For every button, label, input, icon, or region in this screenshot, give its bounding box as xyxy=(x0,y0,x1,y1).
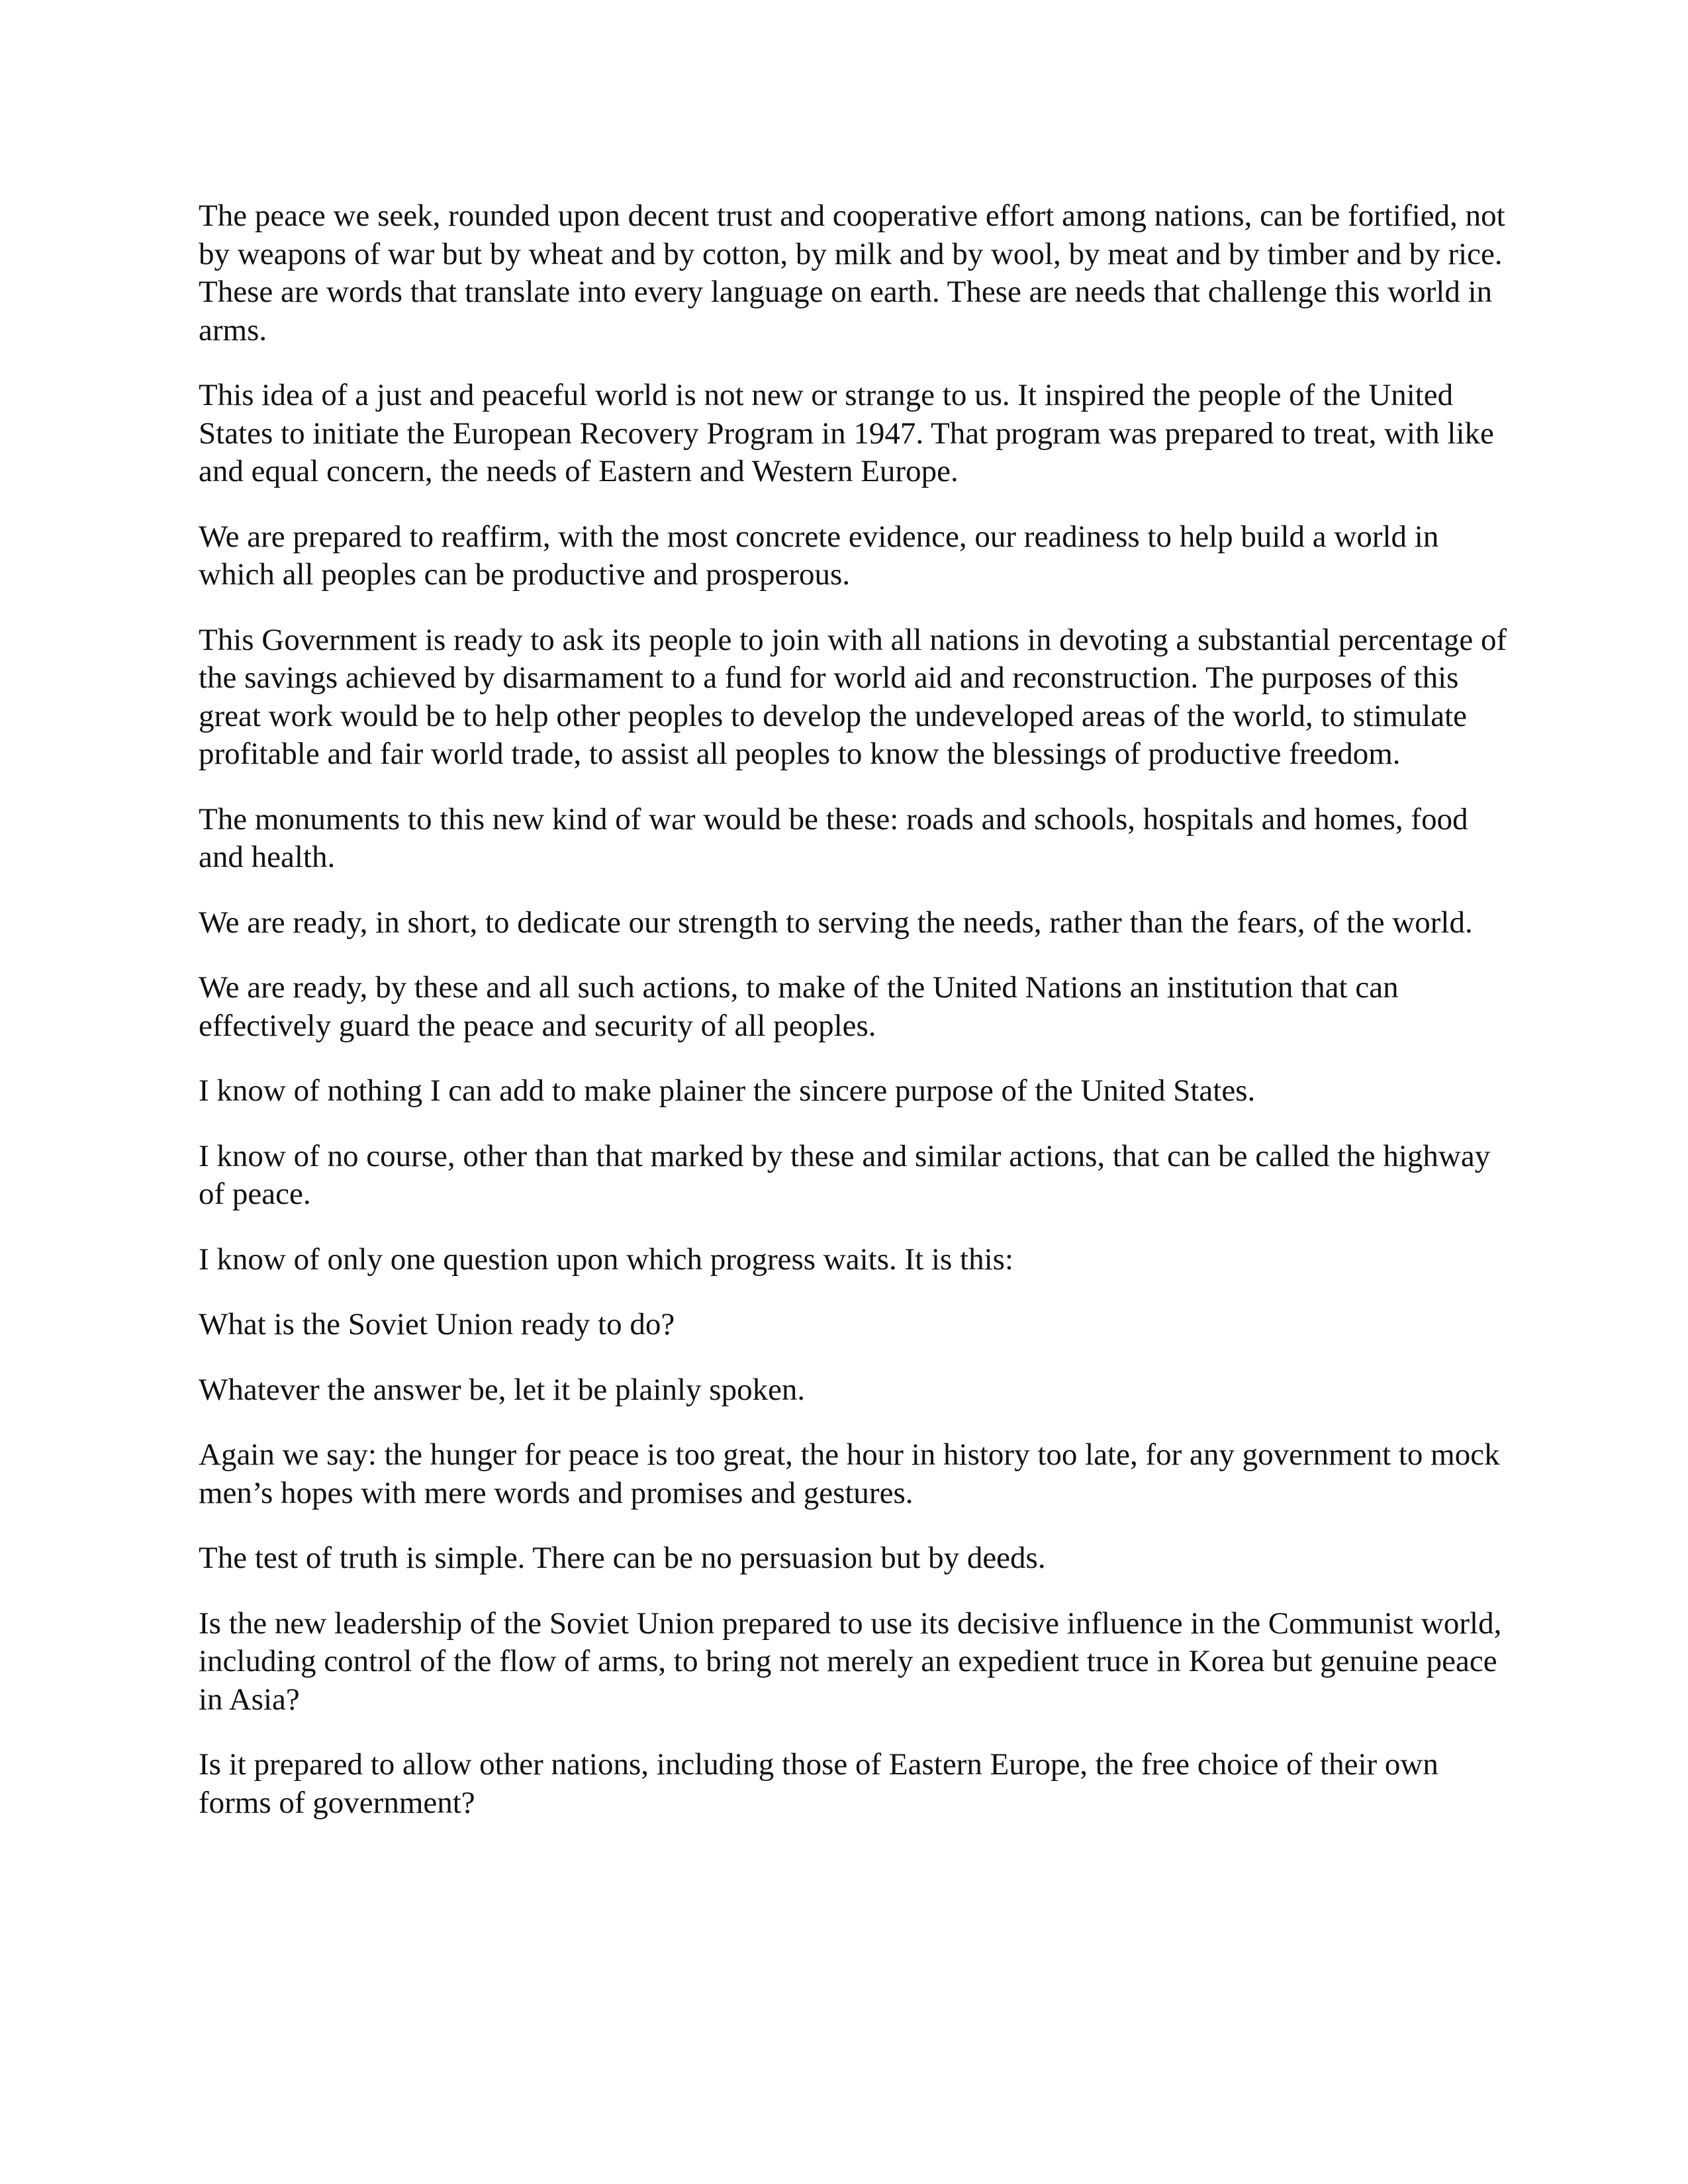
paragraph: Is it prepared to allow other nations, including those of Eastern Europe, the free choice of their own forms of government? xyxy=(199,1747,1438,1820)
paragraph: We are prepared to reaffirm, with the most concrete evidence, our readiness to help build a world in which all peoples can be productive and prosperous. xyxy=(199,519,1439,592)
paragraph: The monuments to this new kind of war would be these: roads and schools, hospitals and homes, food and health. xyxy=(199,801,1468,874)
paragraph: We are ready, in short, to dedicate our strength to serving the needs, rather than the fears, of the world. xyxy=(199,905,1473,940)
paragraph: This Government is ready to ask its people to join with all nations in devoting a substantial percentage of the savings achieved by disarmament to a fund for world aid and reconstruction. The purposes of this great work would be to help other peoples to develop the undeveloped areas of the world, to stimulate profitable and fair world trade, to assist all peoples to know the blessings of productive freedom. xyxy=(199,622,1507,771)
paragraph: I know of no course, other than that marked by these and similar actions, that can be called the highway of peace. xyxy=(199,1138,1491,1211)
paragraph: I know of nothing I can add to make plainer the sincere purpose of the United States. xyxy=(199,1073,1256,1108)
paragraph: I know of only one question upon which progress waits. It is this: xyxy=(199,1242,1014,1277)
paragraph: What is the Soviet Union ready to do? xyxy=(199,1307,675,1342)
paragraph: The test of truth is simple. There can be no persuasion but by deeds. xyxy=(199,1541,1046,1575)
paragraph: We are ready, by these and all such actions, to make of the United Nations an institution that can effectively guard the peace and security of all peoples. xyxy=(199,970,1399,1043)
paragraph: The peace we seek, rounded upon decent trust and cooperative effort among nations, can be fortified, not by weapons of war but by wheat and by cotton, by milk and by wool, by meat and by timber and by rice. These are words that translate into every language on earth. These are needs that challenge this world in arms. xyxy=(199,199,1505,347)
paragraph: Again we say: the hunger for peace is too great, the hour in history too late, for any government to mock men’s hopes with mere words and promises and gestures. xyxy=(199,1437,1500,1510)
paragraph: Whatever the answer be, let it be plainly spoken. xyxy=(199,1372,806,1407)
body-text xyxy=(199,197,1509,1849)
paragraph: Is the new leadership of the Soviet Union prepared to use its decisive influence in the Communist world, including control of the flow of arms, to bring not merely an expedient truce in Korea but genuine peace in Asia? xyxy=(199,1606,1502,1717)
paragraph: This idea of a just and peaceful world is not new or strange to us. It inspired the people of the United States to initiate the European Recovery Program in 1947. That program was prepared to treat, with like and equal concern, the needs of Eastern and Western Europe. xyxy=(199,378,1494,488)
